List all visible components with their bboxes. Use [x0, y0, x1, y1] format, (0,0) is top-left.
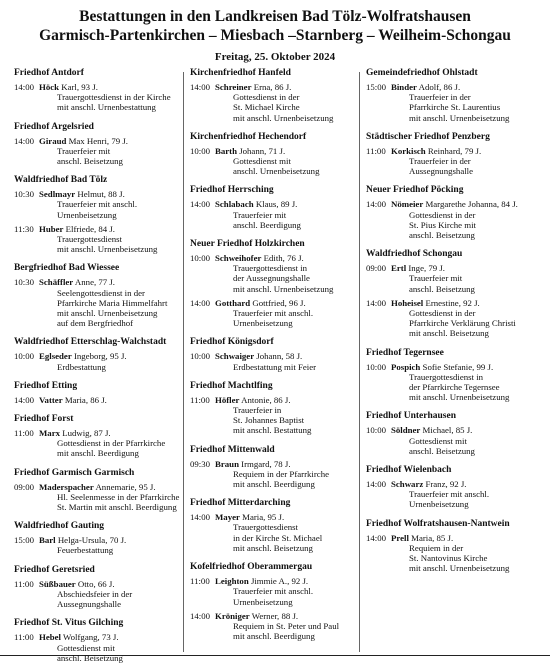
funeral-entry [366, 479, 544, 510]
funeral-body [391, 146, 544, 177]
deceased-surname: Barl [39, 535, 56, 546]
ceremony-detail: Trauergottesdienst [233, 522, 298, 533]
deceased-given-name-age: Annemarie, 95 J. [95, 481, 156, 492]
cemetery-section [14, 521, 192, 555]
funeral-time: 15:00 [366, 82, 387, 92]
cemetery-name: Friedhof Antdorf [14, 68, 84, 78]
deceased-surname: Söldner [391, 425, 421, 436]
ceremony-detail: mit anschl. Beisetzung [233, 542, 313, 553]
funeral-time: 10:00 [190, 351, 211, 362]
funeral-body [39, 82, 192, 113]
deceased-given-name-age: Werner, 88 J. [251, 610, 299, 621]
deceased-surname: Gotthard [215, 297, 251, 308]
funeral-body [215, 512, 368, 553]
ceremony-detail: St. Martin mit anschl. Beerdigung [57, 502, 177, 513]
deceased-surname: Kröniger [215, 610, 250, 621]
ceremony-detail: St. Johannes Baptist [233, 415, 305, 426]
cemetery-name: Friedhof Mitterdarching [190, 498, 291, 509]
funeral-body [215, 576, 368, 607]
ceremony-detail: anschl. Beisetzung [409, 445, 475, 456]
cemetery-section [366, 185, 544, 240]
cemetery-section [190, 68, 368, 123]
deceased-given-name-age: Michael, 85 J. [422, 425, 473, 436]
cemetery-name: Waldfriedhof Gauting [14, 521, 104, 532]
funeral-body [215, 146, 368, 177]
ceremony-detail: Urnenbeisetzung [409, 499, 469, 510]
cemetery-name: Friedhof Argelsried [14, 121, 94, 132]
ceremony-detail: Trauergottesdienst in [409, 371, 484, 382]
funeral-body [391, 82, 544, 123]
deceased-surname: Schäffler [39, 277, 74, 288]
ceremony-detail: Trauerfeier mit anschl. [409, 489, 490, 500]
cemetery-section [190, 498, 368, 553]
funeral-time: 10:30 [14, 189, 35, 200]
cemetery-section [14, 618, 192, 663]
deceased-given-name-age: Jimmie A., 92 J. [250, 576, 309, 587]
deceased-given-name-age: Adolf, 86 J. [418, 82, 461, 92]
ceremony-detail: mit anschl. Urnenbeisetzung [233, 112, 334, 123]
deceased-surname: Süßbauer [39, 578, 76, 589]
funeral-entry [190, 82, 368, 123]
funeral-entry [366, 362, 544, 403]
ceremony-detail: mit anschl. Beisetzung [409, 328, 489, 339]
page-title-line-2: Garmisch-Partenkirchen – Miesbach –Starnberg – Weilheim-Schongau [39, 27, 511, 44]
cemetery-section [190, 132, 368, 177]
ceremony-detail: Trauerfeier in der [409, 156, 471, 167]
deceased-given-name-age: Antonie, 86 J. [241, 394, 291, 405]
funeral-time: 11:00 [190, 576, 210, 587]
funeral-entry [190, 351, 368, 371]
ceremony-detail: Trauerfeier mit anschl. [233, 308, 314, 319]
funeral-entry [14, 351, 192, 371]
cemetery-name: Waldfriedhof Schongau [366, 249, 463, 260]
funeral-body [39, 632, 192, 663]
funeral-body [391, 479, 544, 510]
deceased-given-name-age: Ludwig, 87 J. [62, 428, 111, 439]
cemetery-section [190, 337, 368, 371]
funeral-time: 11:30 [14, 223, 34, 234]
cemetery-name: Friedhof Forst [14, 414, 74, 425]
funeral-body [39, 224, 192, 255]
ceremony-detail: Hl. Seelenmesse in der Pfarrkirche [57, 491, 180, 502]
cemetery-section [366, 411, 544, 456]
ceremony-detail: auf dem Bergfriedhof [57, 318, 134, 329]
cemetery-name: Friedhof Unterhausen [366, 411, 456, 422]
funeral-body [39, 351, 192, 371]
ceremony-detail: anschl. Beisetzung [409, 230, 475, 241]
deceased-surname: Pospich [391, 361, 421, 372]
deceased-surname: Schlabach [215, 199, 254, 210]
cemetery-section [14, 175, 192, 254]
ceremony-detail: St. Michael Kirche [233, 102, 300, 113]
cemetery-section [190, 239, 368, 328]
ceremony-detail: mit anschl. Urnenbeisetzung [409, 112, 510, 123]
funeral-body [39, 277, 192, 328]
cemetery-name: Friedhof Herrsching [190, 185, 274, 196]
cemetery-name: Friedhof Etting [14, 380, 78, 391]
funeral-time: 10:30 [14, 277, 35, 288]
funeral-body [391, 298, 544, 339]
deceased-given-name-age: Max Henri, 79 J. [68, 135, 128, 146]
funeral-body [39, 428, 192, 459]
deceased-given-name-age: Sofie Stefanie, 99 J. [422, 361, 494, 372]
funeral-body [391, 425, 544, 456]
cemetery-section [190, 562, 368, 641]
cemetery-section [14, 414, 192, 459]
cemetery-section [14, 68, 192, 113]
ceremony-detail: Trauergottesdienst in [233, 263, 308, 274]
ceremony-detail: Trauergottesdienst [57, 234, 122, 245]
funeral-time: 14:00 [366, 297, 387, 308]
cemetery-section [366, 68, 544, 123]
deceased-given-name-age: Erna, 86 J. [253, 82, 292, 92]
funeral-body [215, 298, 368, 329]
cemetery-name: Kirchenfriedhof Hanfeld [190, 68, 291, 78]
cemetery-name: Friedhof Mittenwald [190, 444, 275, 455]
funeral-time: 14:00 [190, 199, 211, 210]
ceremony-detail: Aussegnungshalle [409, 166, 474, 177]
ceremony-detail: Pfarrkirche St. Laurentius [409, 102, 501, 113]
cemetery-section [14, 565, 192, 610]
funeral-entry [190, 512, 368, 553]
funeral-body [391, 533, 544, 574]
funeral-entry [190, 459, 368, 490]
funeral-entry [14, 277, 192, 328]
cemetery-section [190, 185, 368, 230]
funeral-time: 11:00 [190, 394, 210, 405]
funeral-time: 14:00 [366, 532, 387, 543]
deceased-surname: Marx [39, 428, 61, 439]
cemetery-name: Friedhof Wielenbach [366, 465, 452, 476]
cemetery-name: Friedhof Wolfratshausen-Nantwein [366, 518, 510, 529]
deceased-given-name-age: Karl, 93 J. [61, 82, 98, 92]
funeral-entry [366, 425, 544, 456]
listing-column-1 [14, 68, 192, 663]
deceased-surname: Schwaiger [215, 351, 255, 362]
ceremony-detail: in der Kirche St. Michael [233, 532, 323, 543]
funeral-body [391, 199, 544, 240]
ceremony-detail: der Aussegnungshalle [233, 273, 310, 284]
cemetery-name: Neuer Friedhof Pöcking [366, 185, 464, 196]
funeral-body [39, 395, 192, 405]
funeral-entry [190, 395, 368, 436]
ceremony-detail: anschl. Beisetzung [409, 283, 475, 294]
funeral-time: 09:00 [366, 263, 387, 274]
funeral-entry [190, 576, 368, 607]
cemetery-section [366, 132, 544, 177]
ceremony-detail: mit anschl. Urnenbeisetzung [409, 563, 510, 574]
funeral-body [391, 362, 544, 403]
deceased-given-name-age: Maria, 86 J. [64, 394, 107, 405]
ceremony-detail: anschl. Beisetzung [57, 156, 123, 167]
cemetery-name: Neuer Friedhof Holzkirchen [190, 239, 305, 250]
ceremony-detail: der Pfarrkirche Tegernsee [409, 382, 500, 393]
deceased-given-name-age: Gottfried, 96 J. [252, 297, 306, 308]
deceased-surname: Korkisch [391, 145, 426, 156]
funeral-entry [366, 298, 544, 339]
ceremony-detail: Seelengottesdienst in der [57, 287, 145, 298]
funeral-entry [14, 579, 192, 610]
ceremony-detail: Erdbestattung mit Feier [233, 361, 317, 372]
ceremony-detail: Trauergottesdienst in der Kirche [57, 92, 171, 103]
funeral-time: 10:00 [366, 361, 387, 372]
ceremony-detail: Pfarrkirche Verklärung Christi [409, 318, 516, 329]
ceremony-detail: Gottesdienst mit [409, 435, 467, 446]
funeral-entry [14, 136, 192, 167]
cemetery-section [14, 122, 192, 167]
ceremony-detail: Requiem in St. Peter und Paul [233, 620, 340, 631]
deceased-surname: Prell [391, 532, 409, 543]
funeral-body [215, 395, 368, 436]
deceased-surname: Huber [39, 223, 64, 234]
funeral-entry [366, 146, 544, 177]
ceremony-detail: mit anschl. Urnenbeisetzung [409, 392, 510, 403]
funeral-time: 14:00 [14, 82, 35, 92]
listing-column-2 [190, 68, 368, 654]
cemetery-name: Friedhof Garmisch Garmisch [14, 467, 135, 478]
publication-date: Freitag, 25. Oktober 2024 [214, 51, 336, 63]
ceremony-detail: mit anschl. Beerdigung [233, 631, 315, 642]
funeral-time: 11:00 [366, 145, 386, 156]
funeral-entry [366, 263, 544, 294]
funeral-body [215, 253, 368, 294]
ceremony-detail: Trauerfeier mit [233, 209, 287, 220]
deceased-surname: Hebel [39, 632, 61, 643]
ceremony-detail: mit anschl. Urnenbestattung [57, 102, 156, 113]
deceased-given-name-age: Margarethe Johanna, 84 J. [425, 199, 518, 210]
page-title-line-1: Bestattungen in den Landkreisen Bad Tölz-Wolfratshausen [79, 8, 471, 25]
funeral-time: 14:00 [14, 394, 35, 405]
funeral-body [215, 459, 368, 490]
funeral-time: 14:00 [190, 610, 211, 621]
deceased-given-name-age: Maria, 95 J. [242, 512, 285, 523]
funeral-time: 14:00 [190, 82, 211, 92]
cemetery-section [14, 381, 192, 405]
ceremony-detail: St. Pius Kirche mit [409, 219, 476, 230]
cemetery-name: Friedhof Königsdorf [190, 337, 274, 348]
deceased-surname: Giraud [39, 135, 67, 146]
deceased-given-name-age: Inge, 79 J. [408, 263, 446, 274]
ceremony-detail: Gottesdienst in der [233, 92, 300, 103]
deceased-given-name-age: Franz, 92 J. [425, 479, 467, 490]
ceremony-detail: mit anschl. Beerdigung [233, 479, 315, 490]
funeral-body [215, 351, 368, 371]
ceremony-detail: Feuerbestattung [57, 545, 114, 556]
funeral-entry [14, 535, 192, 555]
cemetery-name: Bergfriedhof Bad Wiessee [14, 263, 120, 274]
deceased-given-name-age: Elfriede, 84 J. [65, 223, 115, 234]
ceremony-detail: Aussegnungshalle [57, 599, 122, 610]
ceremony-detail: anschl. Beerdigung [233, 219, 301, 230]
cemetery-name: Kofelfriedhof Oberammergau [190, 562, 313, 573]
funeral-time: 14:00 [14, 135, 35, 146]
ceremony-detail: Urnenbeisetzung [233, 596, 293, 607]
cemetery-name: Friedhof Machtlfing [190, 380, 273, 391]
ceremony-detail: mit anschl. Urnenbeisetzung [57, 244, 158, 255]
ceremony-detail: St. Nantovinus Kirche [409, 553, 488, 564]
cemetery-section [190, 381, 368, 436]
funeral-time: 11:00 [14, 578, 34, 589]
funeral-entry [190, 298, 368, 329]
deceased-given-name-age: Helga-Ursula, 70 J. [57, 535, 127, 546]
cemetery-section [366, 519, 544, 574]
deceased-surname: Leighton [215, 576, 249, 587]
cemetery-section [366, 465, 544, 510]
funeral-body [39, 136, 192, 167]
ceremony-detail: mit anschl. Beerdigung [57, 448, 139, 459]
ceremony-detail: Abschiedsfeier in der [57, 588, 133, 599]
funeral-entry [366, 533, 544, 574]
funeral-time: 09:00 [14, 481, 35, 492]
deceased-given-name-age: Anne, 77 J. [74, 277, 115, 288]
ceremony-detail: Pfarrkirche Maria Himmelfahrt [57, 297, 168, 308]
funeral-time: 14:00 [190, 512, 211, 523]
deceased-surname: Hoheisel [391, 297, 424, 308]
cemetery-name: Kirchenfriedhof Hechendorf [190, 131, 307, 142]
ceremony-detail: Trauerfeier mit [57, 145, 111, 156]
ceremony-detail: Trauerfeier mit [409, 273, 463, 284]
deceased-surname: Höck [39, 82, 60, 92]
deceased-given-name-age: Edith, 76 J. [263, 253, 304, 264]
ceremony-detail: Urnenbeisetzung [233, 318, 293, 329]
funeral-body [39, 579, 192, 610]
deceased-surname: Vatter [39, 394, 63, 405]
funeral-time: 15:00 [14, 535, 35, 546]
deceased-given-name-age: Johann, 71 J. [239, 145, 286, 156]
ceremony-detail: Requiem in der Pfarrkirche [233, 468, 329, 479]
funeral-entry [14, 82, 192, 113]
cemetery-name: Gemeindefriedhof Ohlstadt [366, 68, 478, 78]
funeral-entry [14, 189, 192, 220]
listing-column-3 [366, 68, 544, 654]
funeral-time: 10:00 [14, 351, 35, 362]
cemetery-name: Friedhof St. Vitus Gilching [14, 618, 124, 629]
funeral-entry [14, 482, 192, 513]
cemetery-name: Friedhof Tegernsee [366, 347, 444, 358]
deceased-surname: Maderspacher [39, 481, 94, 492]
ceremony-detail: Trauerfeier mit anschl. [233, 586, 314, 597]
deceased-surname: Sedlmayr [39, 189, 76, 200]
deceased-surname: Mayer [215, 512, 240, 523]
funeral-time: 14:00 [190, 297, 211, 308]
deceased-surname: Höfler [215, 394, 240, 405]
funeral-body [215, 199, 368, 230]
cemetery-section [14, 263, 192, 328]
ceremony-detail: mit anschl. Urnenbeisetzung [233, 283, 334, 294]
ceremony-detail: Trauerfeier in der [409, 92, 471, 103]
ceremony-detail: Trauerfeier mit anschl. [57, 199, 138, 210]
deceased-given-name-age: Wolfgang, 73 J. [63, 632, 119, 643]
deceased-given-name-age: Ingeborg, 95 J. [73, 351, 127, 362]
ceremony-detail: anschl. Beisetzung [57, 652, 123, 663]
ceremony-detail: Gottesdienst in der Pfarrkirche [57, 438, 166, 449]
funeral-time: 10:00 [190, 145, 211, 156]
funeral-entry [14, 395, 192, 405]
deceased-given-name-age: Irmgard, 78 J. [241, 458, 291, 469]
deceased-surname: Binder [391, 82, 417, 92]
funeral-body [391, 263, 544, 294]
deceased-surname: Barth [215, 145, 237, 156]
funeral-entry [190, 253, 368, 294]
ceremony-detail: Gottesdienst in der [409, 209, 476, 220]
ceremony-detail: Erdbestattung [57, 361, 106, 372]
funeral-body [39, 482, 192, 513]
cemetery-section [366, 249, 544, 338]
funeral-entry [14, 428, 192, 459]
funeral-time: 14:00 [366, 479, 387, 490]
ceremony-detail: Trauerfeier in [233, 405, 282, 416]
funeral-body [215, 82, 368, 123]
funeral-time: 10:00 [190, 253, 211, 264]
cemetery-name: Waldfriedhof Bad Tölz [14, 175, 108, 186]
ceremony-detail: Gottesdienst mit [57, 642, 115, 653]
funeral-entry [190, 146, 368, 177]
funeral-body [215, 611, 368, 642]
deceased-surname: Ertl [391, 263, 407, 274]
ceremony-detail: anschl. Urnenbeisetzung [233, 166, 320, 177]
funeral-time: 14:00 [366, 199, 387, 210]
deceased-surname: Nömeier [391, 199, 424, 210]
funeral-time: 11:00 [14, 632, 34, 643]
deceased-given-name-age: Ernestine, 92 J. [425, 297, 480, 308]
funeral-entry [14, 224, 192, 255]
cemetery-section [14, 337, 192, 371]
page-header [0, 0, 550, 63]
deceased-given-name-age: Helmut, 88 J. [77, 189, 125, 200]
funeral-entry [366, 82, 544, 123]
funeral-entry [366, 199, 544, 240]
funeral-listings [0, 68, 550, 663]
deceased-given-name-age: Johann, 58 J. [256, 351, 303, 362]
funeral-entry [190, 611, 368, 642]
deceased-given-name-age: Klaus, 89 J. [255, 199, 298, 210]
cemetery-name: Städtischer Friedhof Penzberg [366, 131, 490, 142]
cemetery-section [366, 348, 544, 403]
ceremony-detail: Gottesdienst mit [233, 156, 291, 167]
ceremony-detail: Urnenbeisetzung [57, 209, 117, 220]
cemetery-section [190, 445, 368, 490]
deceased-surname: Schreiner [215, 82, 252, 92]
deceased-given-name-age: Otto, 66 J. [77, 578, 115, 589]
ceremony-detail: Requiem in der [409, 542, 464, 553]
cemetery-section [14, 468, 192, 513]
funeral-entry [190, 199, 368, 230]
deceased-given-name-age: Maria, 85 J. [411, 532, 454, 543]
ceremony-detail: mit anschl. Bestattung [233, 425, 312, 436]
funeral-entry [14, 632, 192, 663]
funeral-body [39, 535, 192, 555]
deceased-surname: Schwarz [391, 479, 424, 490]
funeral-time: 09:30 [190, 458, 211, 469]
deceased-given-name-age: Reinhard, 79 J. [427, 145, 482, 156]
cemetery-name: Waldfriedhof Etterschlag-Walchstadt [14, 337, 167, 348]
funeral-time: 10:00 [366, 425, 387, 436]
deceased-surname: Eglseder [39, 351, 72, 362]
ceremony-detail: mit anschl. Urnenbeisetzung [57, 308, 158, 319]
funeral-body [39, 189, 192, 220]
deceased-surname: Schweihofer [215, 253, 262, 264]
ceremony-detail: Gottesdienst in der [409, 308, 476, 319]
cemetery-name: Friedhof Geretsried [14, 564, 95, 575]
funeral-time: 11:00 [14, 428, 34, 439]
deceased-surname: Braun [215, 458, 239, 469]
